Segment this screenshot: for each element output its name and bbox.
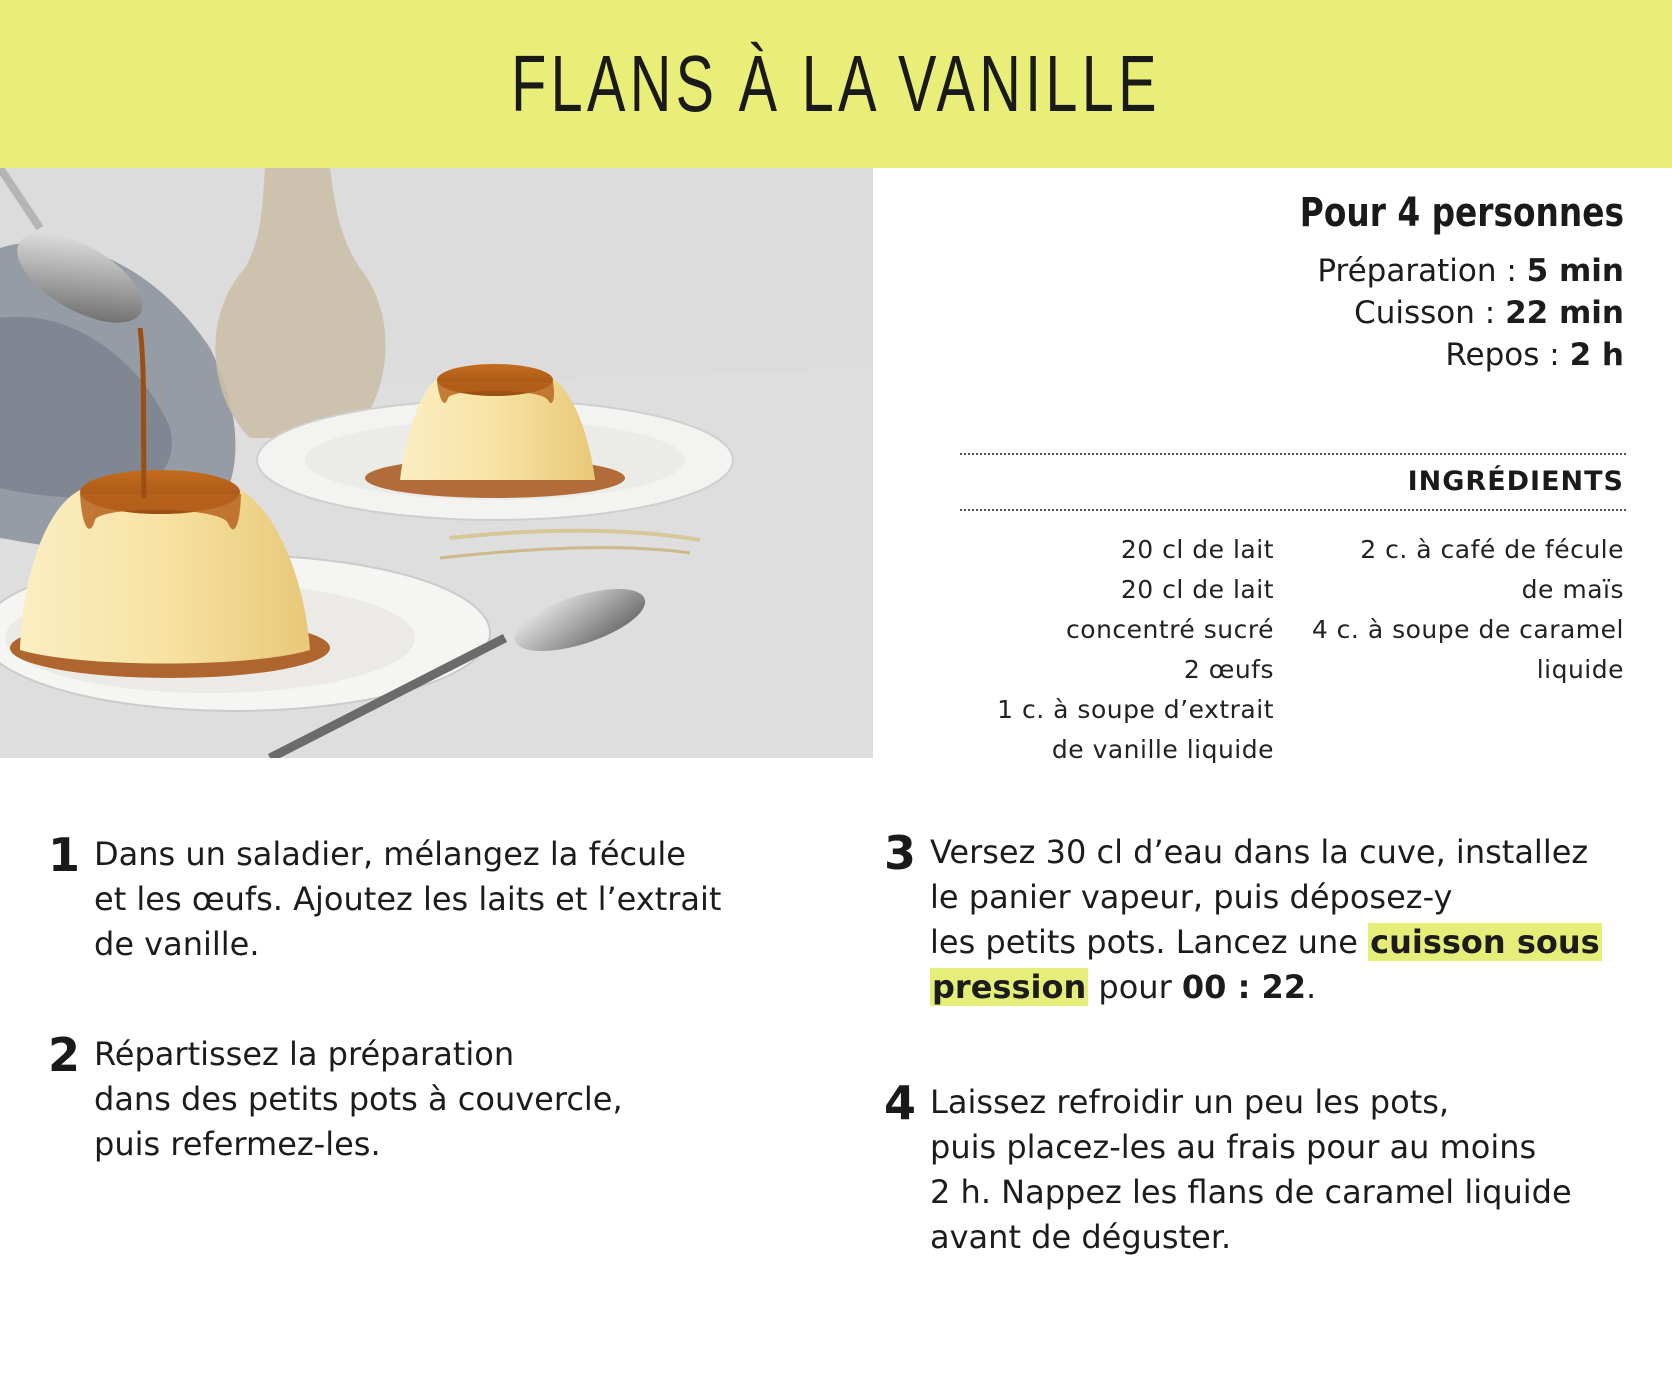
ingredient-line: 20 cl de lait (1120, 575, 1274, 604)
ingredients-left (997, 530, 1274, 770)
ingredients-right (1312, 530, 1624, 690)
highlight: cuisson sous (1370, 923, 1600, 961)
step-number: 2 (48, 1028, 81, 1082)
step-text: Laissez refroidir un peu les pots, puis placez-les au frais pour au moins 2 h. Nappez les flans de caramel liquide avant de déguster. (930, 1083, 1572, 1256)
ingredient-line: 1 c. à soupe d’extrait (997, 695, 1274, 724)
step-text: Versez 30 cl d’eau dans la cuve, installez le panier vapeur, puis déposez-y les petits pots. Lancez une cuisson sous pression pour 00 : 22. (930, 833, 1600, 1006)
recipe-photo (0, 168, 873, 758)
step-number: 1 (48, 828, 81, 882)
ingredient-line: de maïs (1521, 575, 1624, 604)
step-text: Répartissez la préparation dans des petits pots à couvercle, puis refermez-les. (94, 1035, 623, 1163)
servings: Pour 4 personnes (1299, 190, 1624, 236)
ingredient-line: de vanille liquide (1051, 735, 1274, 764)
ingredient-line: liquide (1536, 655, 1624, 684)
highlight: pression (932, 968, 1087, 1006)
recipe-meta (1004, 190, 1624, 376)
divider-bottom (960, 509, 1626, 511)
rest-time: Repos : 2 h (1445, 337, 1624, 373)
ingredient-line: 4 c. à soupe de caramel (1311, 615, 1624, 644)
recipe-title: FLANS À LA VANILLE (511, 39, 1161, 128)
ingredient-line: 20 cl de lait (1120, 535, 1274, 564)
divider-top (960, 453, 1626, 455)
flan-illustration (0, 168, 873, 758)
step-number: 4 (884, 1076, 917, 1130)
ingredient-line: 2 œufs (1183, 655, 1274, 684)
prep-time: Préparation : 5 min (1317, 253, 1624, 289)
ingredient-line: 2 c. à café de fécule (1360, 535, 1624, 564)
cook-time: Cuisson : 22 min (1354, 295, 1624, 331)
ingredient-line: concentré sucré (1066, 615, 1274, 644)
step-number: 3 (884, 826, 917, 880)
ingredients-heading: INGRÉDIENTS (1407, 466, 1624, 497)
step-text: Dans un saladier, mélangez la fécule et les œufs. Ajoutez les laits et l’extrait de vanille. (94, 835, 722, 963)
